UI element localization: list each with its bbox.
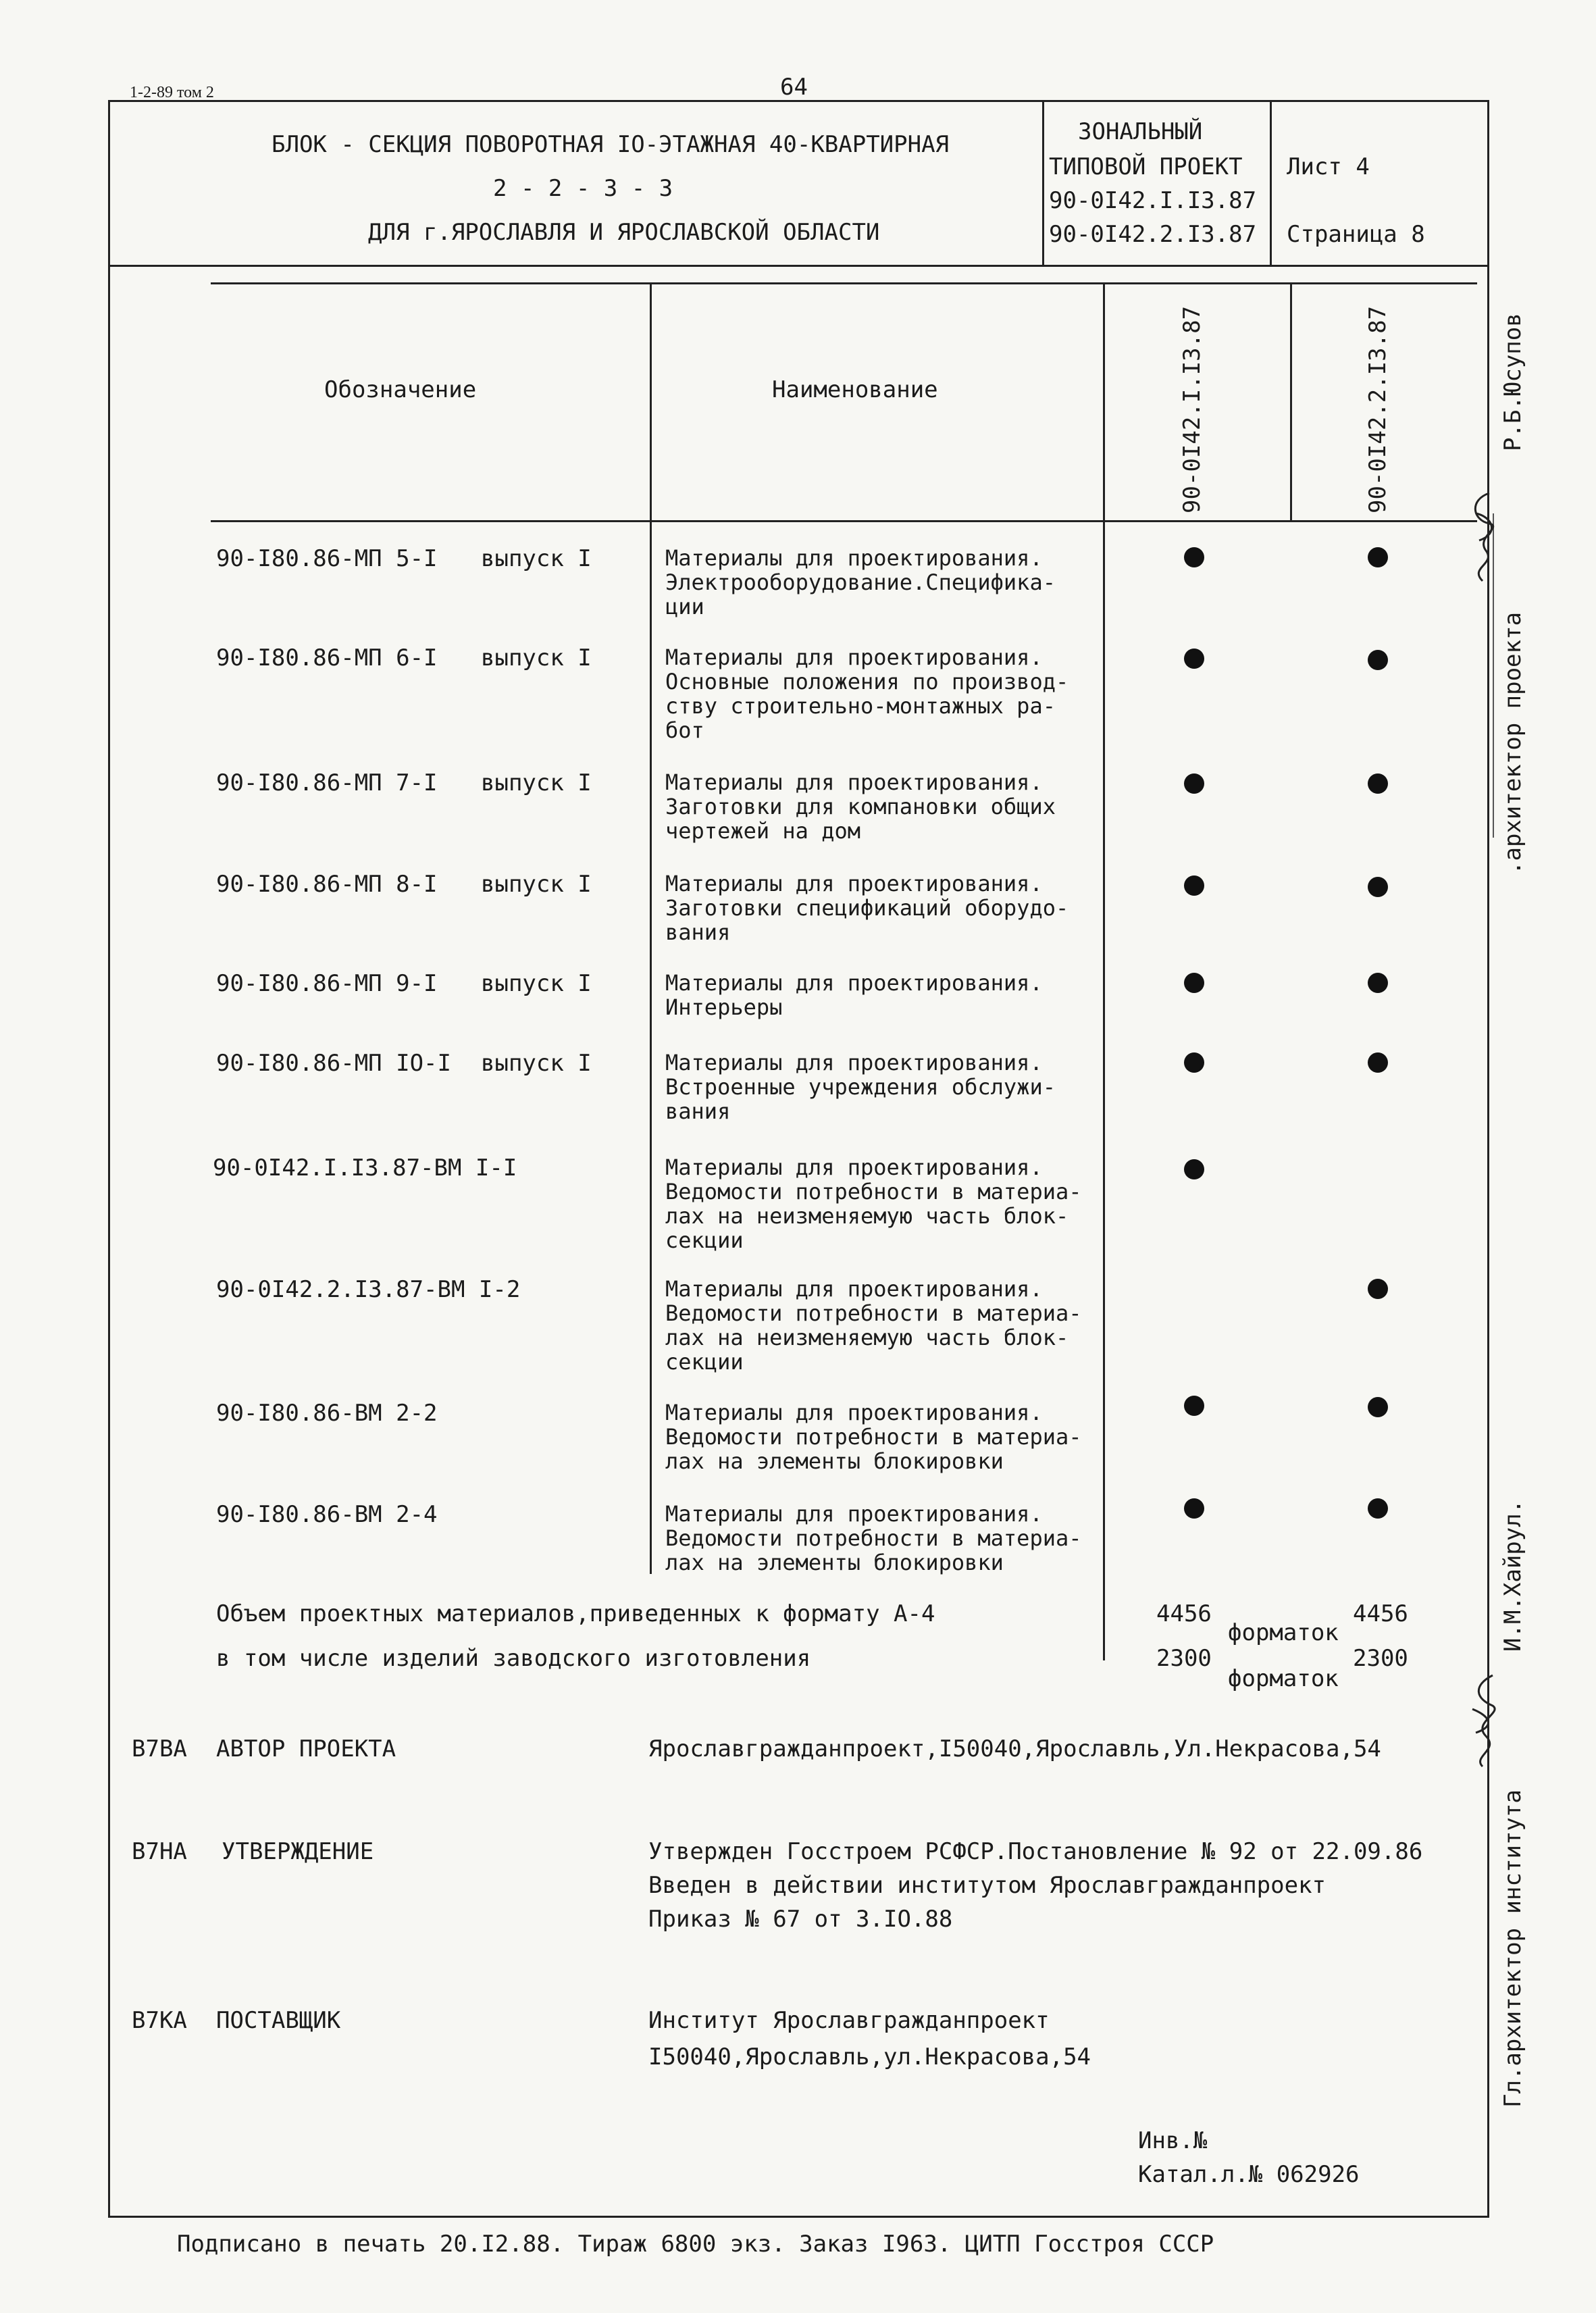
row-issue: выпуск I: [481, 1050, 592, 1077]
row-issue: выпуск I: [481, 970, 592, 997]
architect-label: .архитектор проекта: [1499, 612, 1526, 875]
project-type-2: ТИПОВОЙ ПРОЕКТ: [1049, 153, 1243, 180]
row-description: Материалы для проектирования. Основные положения по производ- ству строительно-монтажных ра- бот: [665, 644, 1069, 743]
sheet-number: Лист 4: [1287, 153, 1370, 180]
row-description: Материалы для проектирования. Электрооборудование.Специфика- ции: [665, 545, 1056, 619]
row-description: Материалы для проектирования. Ведомости потребности в материа- лах на неизменяемую часть блок- секции: [665, 1276, 1082, 1375]
supplier-line-2: I50040,Ярославль,ул.Некрасова,54: [648, 2043, 1091, 2070]
approval-line-3: Приказ № 67 от 3.IO.88: [648, 1906, 953, 1933]
volume-total-1: 4456: [1156, 1600, 1212, 1627]
volume-line-1: Объем проектных материалов,приведенных к формату А-4: [216, 1600, 935, 1627]
mark-project-1: [1184, 1052, 1204, 1073]
print-footer: Подписано в печать 20.I2.88. Тираж 6800 экз. Заказ I963. ЦИТП Госстроя СССР: [177, 2231, 1214, 2258]
author-code: B7BA: [132, 1735, 187, 1762]
supplier-line-1: Институт Ярославгражданпроект: [648, 2007, 1050, 2034]
catalog-number: Катал.л.№ 062926: [1138, 2161, 1360, 2188]
mark-project-1: [1184, 547, 1204, 567]
mark-project-1: [1184, 1396, 1204, 1416]
supplier-label: ПОСТАВЩИК: [216, 2007, 341, 2034]
header-title-1: БЛОК - СЕКЦИЯ ПОВОРОТНАЯ IO-ЭТАЖНАЯ 40-КВАРТИРНАЯ: [272, 131, 950, 158]
author-value: Ярославгражданпроект,I50040,Ярославль,Ул.Некрасова,54: [648, 1735, 1381, 1762]
row-code: 90-I80.86-МП 9-I: [216, 970, 438, 997]
row-issue: выпуск I: [481, 871, 592, 898]
mark-project-2: [1368, 877, 1388, 897]
project-type-1: ЗОНАЛЬНЫЙ: [1078, 118, 1203, 145]
mark-project-1: [1184, 973, 1204, 993]
author-label: АВТОР ПРОЕКТА: [216, 1735, 396, 1762]
mark-project-2: [1368, 1498, 1388, 1519]
signature-chief-architect: [1462, 1669, 1510, 1770]
mark-project-2: [1368, 650, 1388, 670]
page-number: 64: [780, 74, 808, 101]
chief-architect-label: Гл.архитектор института: [1499, 1789, 1526, 2108]
volume-factory-1: 2300: [1156, 1645, 1212, 1672]
project-code-2: 90-0I42.2.I3.87: [1049, 221, 1257, 248]
col-project-2: 90-0I42.2.I3.87: [1364, 305, 1391, 513]
mark-project-2: [1368, 1397, 1388, 1417]
mark-project-1: [1184, 1498, 1204, 1519]
row-description: Материалы для проектирования. Ведомости потребности в материа- лах на неизменяемую часть блок- секции: [665, 1154, 1082, 1253]
inventory-number: Инв.№: [1138, 2127, 1208, 2154]
volume-factory-2: 2300: [1353, 1645, 1408, 1672]
row-code: 90-I80.86-МП 5-I: [216, 545, 438, 572]
mark-project-2: [1368, 1279, 1388, 1299]
chief-architect-name: И.М.Хайрул.: [1499, 1499, 1526, 1652]
row-description: Материалы для проектирования. Интерьеры: [665, 970, 1043, 1020]
row-code: 90-I80.86-МП 6-I: [216, 644, 438, 671]
approval-line-1: Утвержден Госстроем РСФСР.Постановление № 92 от 22.09.86: [648, 1838, 1423, 1865]
row-description: Материалы для проектирования. Заготовки спецификаций оборудо- вания: [665, 871, 1069, 945]
mark-project-2: [1368, 773, 1388, 794]
volume-unit-1: форматок: [1228, 1619, 1339, 1646]
row-description: Материалы для проектирования. Встроенные учреждения обслужи- вания: [665, 1050, 1056, 1124]
row-description: Материалы для проектирования. Ведомости потребности в материа- лах на элементы блокировки: [665, 1501, 1082, 1575]
approval-label: УТВЕРЖДЕНИЕ: [222, 1838, 374, 1865]
row-code: 90-I80.86-ВМ 2-4: [216, 1501, 438, 1528]
volume-total-2: 4456: [1353, 1600, 1408, 1627]
header-title-2: 2 - 2 - 3 - 3: [493, 175, 673, 202]
mark-project-2: [1368, 1052, 1388, 1073]
mark-project-2: [1368, 547, 1388, 567]
page-label: Страница 8: [1287, 221, 1425, 248]
mark-project-1: [1184, 1159, 1204, 1179]
row-description: Материалы для проектирования. Ведомости потребности в материа- лах на элементы блокировки: [665, 1400, 1082, 1474]
row-code: 90-I80.86-ВМ 2-2: [216, 1400, 438, 1427]
signature-architect: [1462, 486, 1510, 588]
mark-project-1: [1184, 773, 1204, 794]
row-code: 90-I80.86-МП 7-I: [216, 769, 438, 796]
top-reference: 1-2-89 том 2: [130, 84, 214, 101]
mark-project-1: [1184, 649, 1204, 669]
row-code: 90-I80.86-МП IO-I: [216, 1050, 451, 1077]
approval-code: B7HA: [132, 1838, 187, 1865]
approval-line-2: Введен в действии институтом Ярославгражданпроект: [648, 1872, 1327, 1899]
row-description: Материалы для проектирования. Заготовки для компановки общих чертежей на дом: [665, 769, 1056, 844]
row-code: 90-0I42.I.I3.87-ВМ I-I: [213, 1154, 517, 1181]
row-issue: выпуск I: [481, 769, 592, 796]
row-code: 90-I80.86-МП 8-I: [216, 871, 438, 898]
architect-name: Р.Б.Юсупов: [1499, 313, 1526, 451]
header-title-3: ДЛЯ г.ЯРОСЛАВЛЯ И ЯРОСЛАВСКОЙ ОБЛАСТИ: [368, 219, 880, 246]
volume-unit-2: форматок: [1228, 1665, 1339, 1692]
col-designation: Обозначение: [324, 376, 477, 403]
row-issue: выпуск I: [481, 644, 592, 671]
volume-line-2: в том числе изделий заводского изготовления: [216, 1645, 811, 1672]
supplier-code: B7KA: [132, 2007, 187, 2034]
project-code-1: 90-0I42.I.I3.87: [1049, 187, 1257, 214]
mark-project-1: [1184, 875, 1204, 896]
row-issue: выпуск I: [481, 545, 592, 572]
row-code: 90-0I42.2.I3.87-ВМ I-2: [216, 1276, 521, 1303]
mark-project-2: [1368, 973, 1388, 993]
col-project-1: 90-0I42.I.I3.87: [1179, 305, 1206, 513]
col-name: Наименование: [772, 376, 938, 403]
